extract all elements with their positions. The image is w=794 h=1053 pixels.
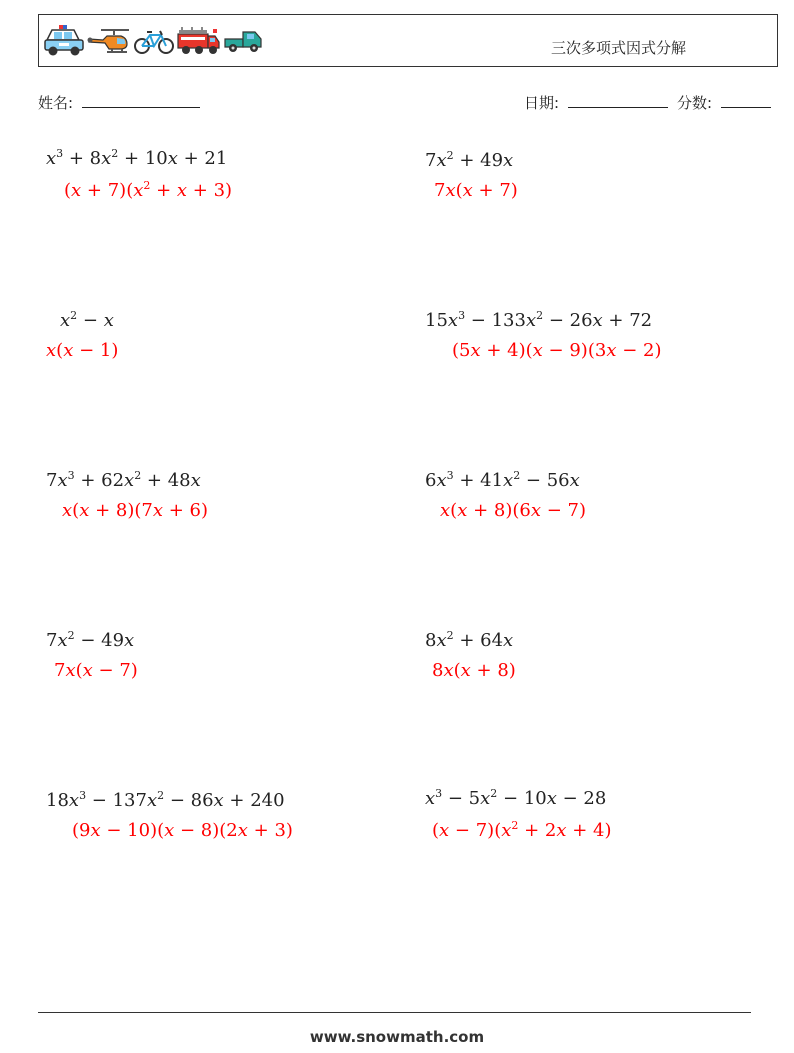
score-blank[interactable] (721, 93, 771, 108)
name-blank[interactable] (82, 93, 200, 108)
problem-question: $x^2 - x$ (60, 309, 114, 331)
pickup-truck-icon (223, 27, 265, 55)
name-field (38, 92, 200, 113)
problem-question: $7x^2 + 49x$ (425, 149, 514, 171)
problem-question: $18x^3 - 137x^2 - 86x + 240$ (46, 789, 285, 811)
date-label: 日期: (524, 94, 560, 112)
problem-answer: (5x + 4)(x − 9)(3x − 2) (452, 340, 662, 361)
problem-answer: x(x − 1) (46, 340, 119, 361)
problem-answer: 8x(x + 8) (432, 660, 516, 681)
worksheet-title: 三次多项式因式分解 (551, 39, 687, 57)
problem-question: $x^3 + 8x^2 + 10x + 21$ (46, 147, 228, 169)
score-label: 分数: (677, 94, 713, 112)
problem-answer: x(x + 8)(6x − 7) (440, 500, 586, 521)
fire-truck-icon (177, 25, 221, 57)
problem-question: $15x^3 - 133x^2 - 26x + 72$ (425, 309, 653, 331)
vehicle-icons (43, 21, 265, 61)
problem-answer: (9x − 10)(x − 8)(2x + 3) (72, 820, 293, 841)
score-field (677, 92, 771, 113)
name-label: 姓名: (38, 94, 74, 112)
problem-answer: $(x - 7)(x^2 + 2x + 4)$ (432, 819, 612, 841)
problem-question: $x^3 - 5x^2 - 10x - 28$ (425, 787, 607, 809)
date-field (524, 92, 668, 113)
problem-question: $8x^2 + 64x$ (425, 629, 514, 651)
date-blank[interactable] (568, 93, 668, 108)
problem-question: $7x^3 + 62x^2 + 48x$ (46, 469, 201, 491)
problem-answer: x(x + 8)(7x + 6) (62, 500, 208, 521)
worksheet-header (38, 14, 778, 67)
footer-website[interactable]: www.snowmath.com (309, 1028, 485, 1046)
problem-answer: $(x + 7)(x^2 + x + 3)$ (64, 179, 233, 201)
footer-divider (38, 1012, 751, 1013)
problem-answer: 7x(x − 7) (54, 660, 138, 681)
problem-question: $7x^2 - 49x$ (46, 629, 135, 651)
bicycle-icon (133, 26, 175, 56)
problem-question: $6x^3 + 41x^2 - 56x$ (425, 469, 580, 491)
police-car-icon (43, 24, 85, 58)
problem-answer: 7x(x + 7) (434, 180, 518, 201)
helicopter-icon (87, 26, 131, 56)
